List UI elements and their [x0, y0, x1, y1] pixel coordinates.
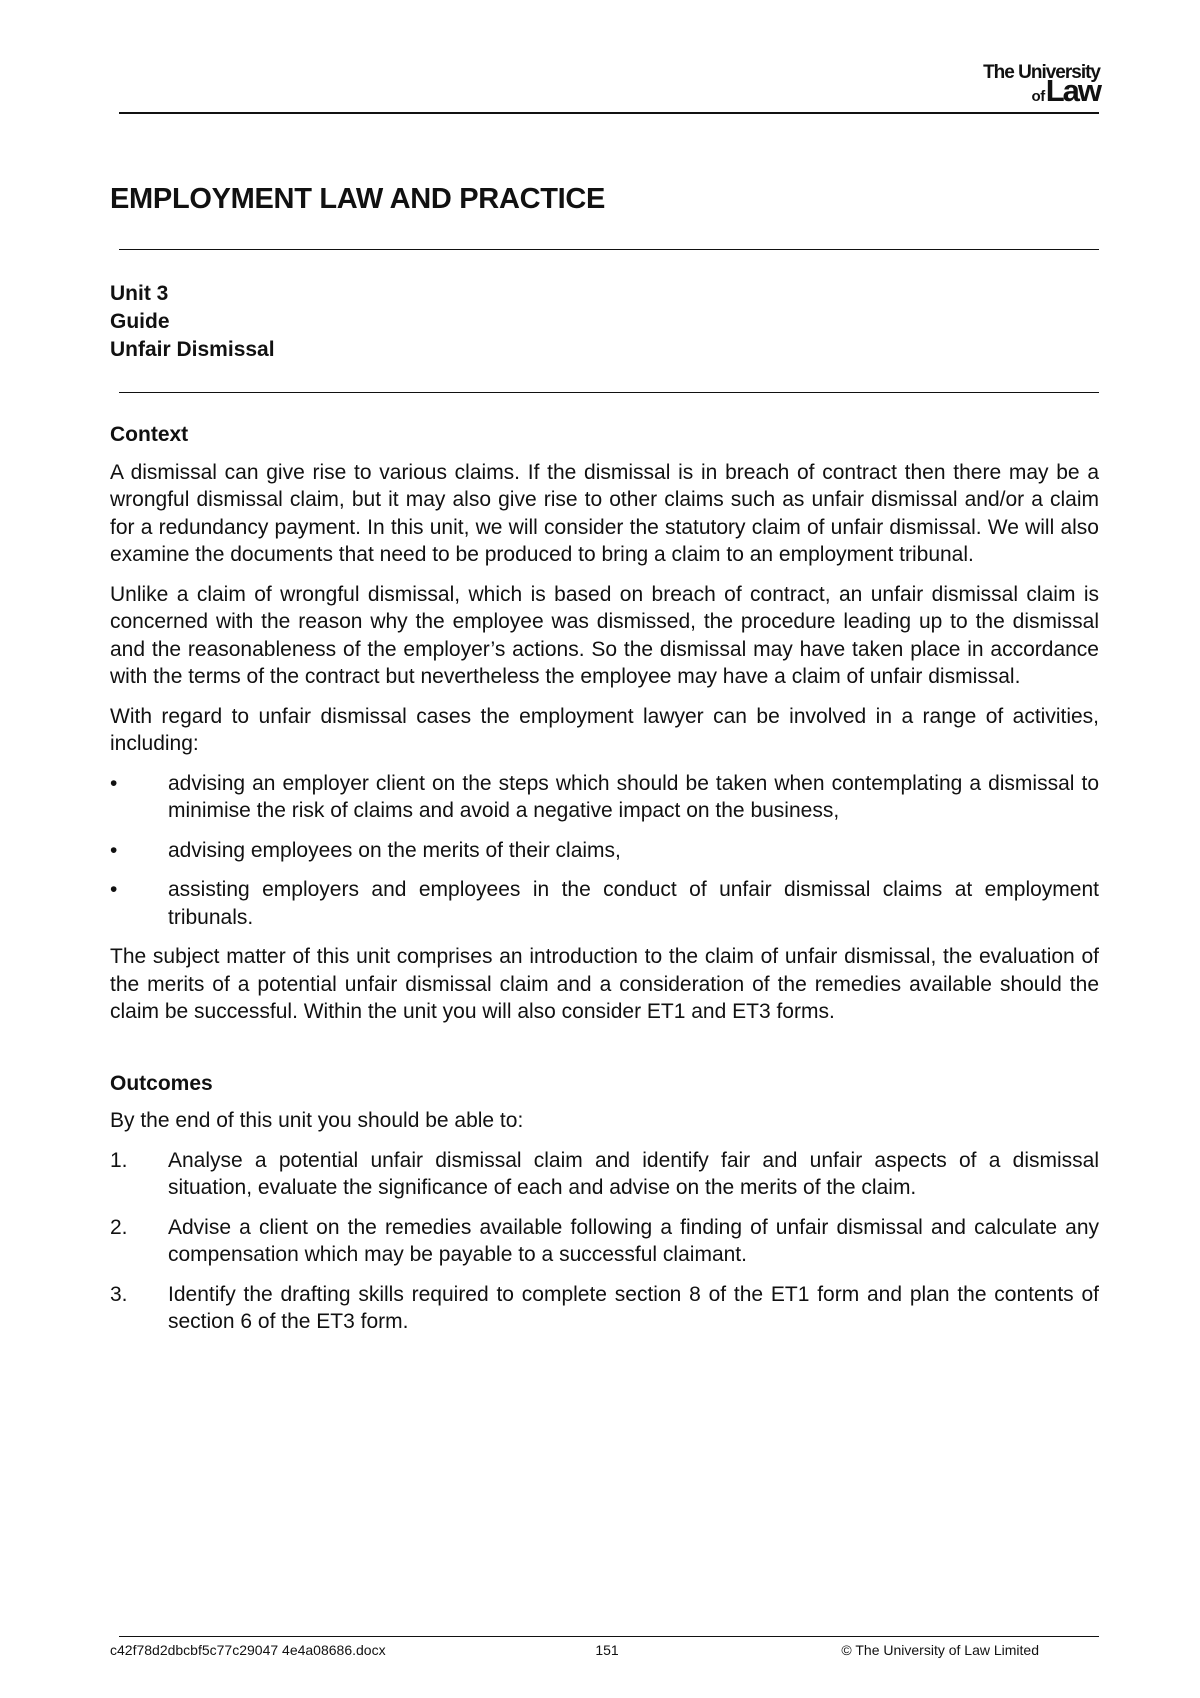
outcomes-heading: Outcomes	[110, 1071, 213, 1095]
context-heading: Context	[110, 423, 189, 446]
outcomes-intro: By the end of this unit you should be able to:	[110, 1109, 524, 1132]
outcomes-list	[110, 1147, 1099, 1336]
unit-rule	[119, 392, 1099, 393]
page-number: 151	[595, 1642, 619, 1658]
context-paragraph: With regard to unfair dismissal cases the employment lawyer can be involved in a range of activities, including:	[110, 704, 1099, 755]
logo-of: of	[1031, 88, 1045, 106]
footer-copyright: © The University of Law Limited	[841, 1642, 1039, 1658]
header-rule	[119, 112, 1099, 114]
bullet-marker: •	[110, 878, 118, 901]
outcome-text: Advise a client on the remedies available following a finding of unfair dismissal and calculate any compensation which may be payable to a successful claimant.	[168, 1215, 1099, 1266]
list-item-text: assisting employers and employees in the conduct of unfair dismissal claims at employment tribunals.	[168, 878, 1099, 929]
outcome-number: 3.	[110, 1282, 128, 1306]
document-title: EMPLOYMENT LAW AND PRACTICE	[110, 183, 606, 215]
list-item	[110, 1214, 1099, 1269]
list-item	[110, 837, 1099, 865]
unit-type: Guide	[110, 310, 170, 333]
page-footer	[110, 1642, 1099, 1662]
logo-law: Law	[1045, 73, 1100, 108]
logo-line-university: The University	[983, 62, 1100, 83]
footer-rule	[119, 1636, 1099, 1637]
unit-block	[110, 280, 275, 364]
list-item	[110, 876, 1099, 931]
context-closing-paragraph: The subject matter of this unit comprises an introduction to the claim of unfair dismissal, the evaluation of the merits of a potential unfair dismissal claim and a consideration of the remedies available should the claim be successful. Within the unit you will also consider ET1 and ET3 forms.	[110, 945, 1099, 1023]
unit-topic: Unfair Dismissal	[110, 338, 275, 361]
outcome-number: 1.	[110, 1148, 128, 1172]
list-item-text: advising employees on the merits of their claims,	[168, 838, 621, 862]
page-content	[110, 421, 1099, 1348]
unit-number: Unit 3	[110, 282, 169, 305]
activities-list	[110, 770, 1099, 932]
outcome-number: 2.	[110, 1215, 128, 1239]
bullet-marker: •	[110, 838, 118, 862]
list-item-text: advising an employer client on the steps which should be taken when contemplating a dismissal to minimise the risk of claims and avoid a negative impact on the business,	[168, 771, 1099, 822]
context-paragraph: Unlike a claim of wrongful dismissal, which is based on breach of contract, an unfair dismissal claim is concerned with the reason why the employee was dismissed, the procedure leading up to the dismissal and the reasonableness of the employer’s actions. So the dismissal may have taken place in accordance with the terms of the contract but nevertheless the employee may have a claim of unfair dismissal.	[110, 582, 1099, 688]
context-paragraph: A dismissal can give rise to various claims. If the dismissal is in breach of contract then there may be a wrongful dismissal claim, but it may also give rise to other claims such as unfair dismissal and/or a claim for a redundancy payment. In this unit, we will consider the statutory claim of unfair dismissal. We will also examine the documents that need to be produced to bring a claim to an employment tribunal.	[110, 460, 1099, 566]
list-item	[110, 1281, 1099, 1336]
outcome-text: Analyse a potential unfair dismissal claim and identify fair and unfair aspects of a dismissal situation, evaluate the significance of each and advise on the merits of the claim.	[168, 1148, 1099, 1199]
university-of-law-logo	[983, 62, 1100, 108]
list-item	[110, 770, 1099, 825]
bullet-marker: •	[110, 771, 118, 795]
title-rule	[119, 249, 1099, 250]
outcome-text: Identify the drafting skills required to complete section 8 of the ET1 form and plan the contents of section 6 of the ET3 form.	[168, 1282, 1099, 1333]
list-item	[110, 1147, 1099, 1202]
footer-filename: c42f78d2dbcbf5c77c29047 4e4a08686.docx	[110, 1642, 386, 1658]
